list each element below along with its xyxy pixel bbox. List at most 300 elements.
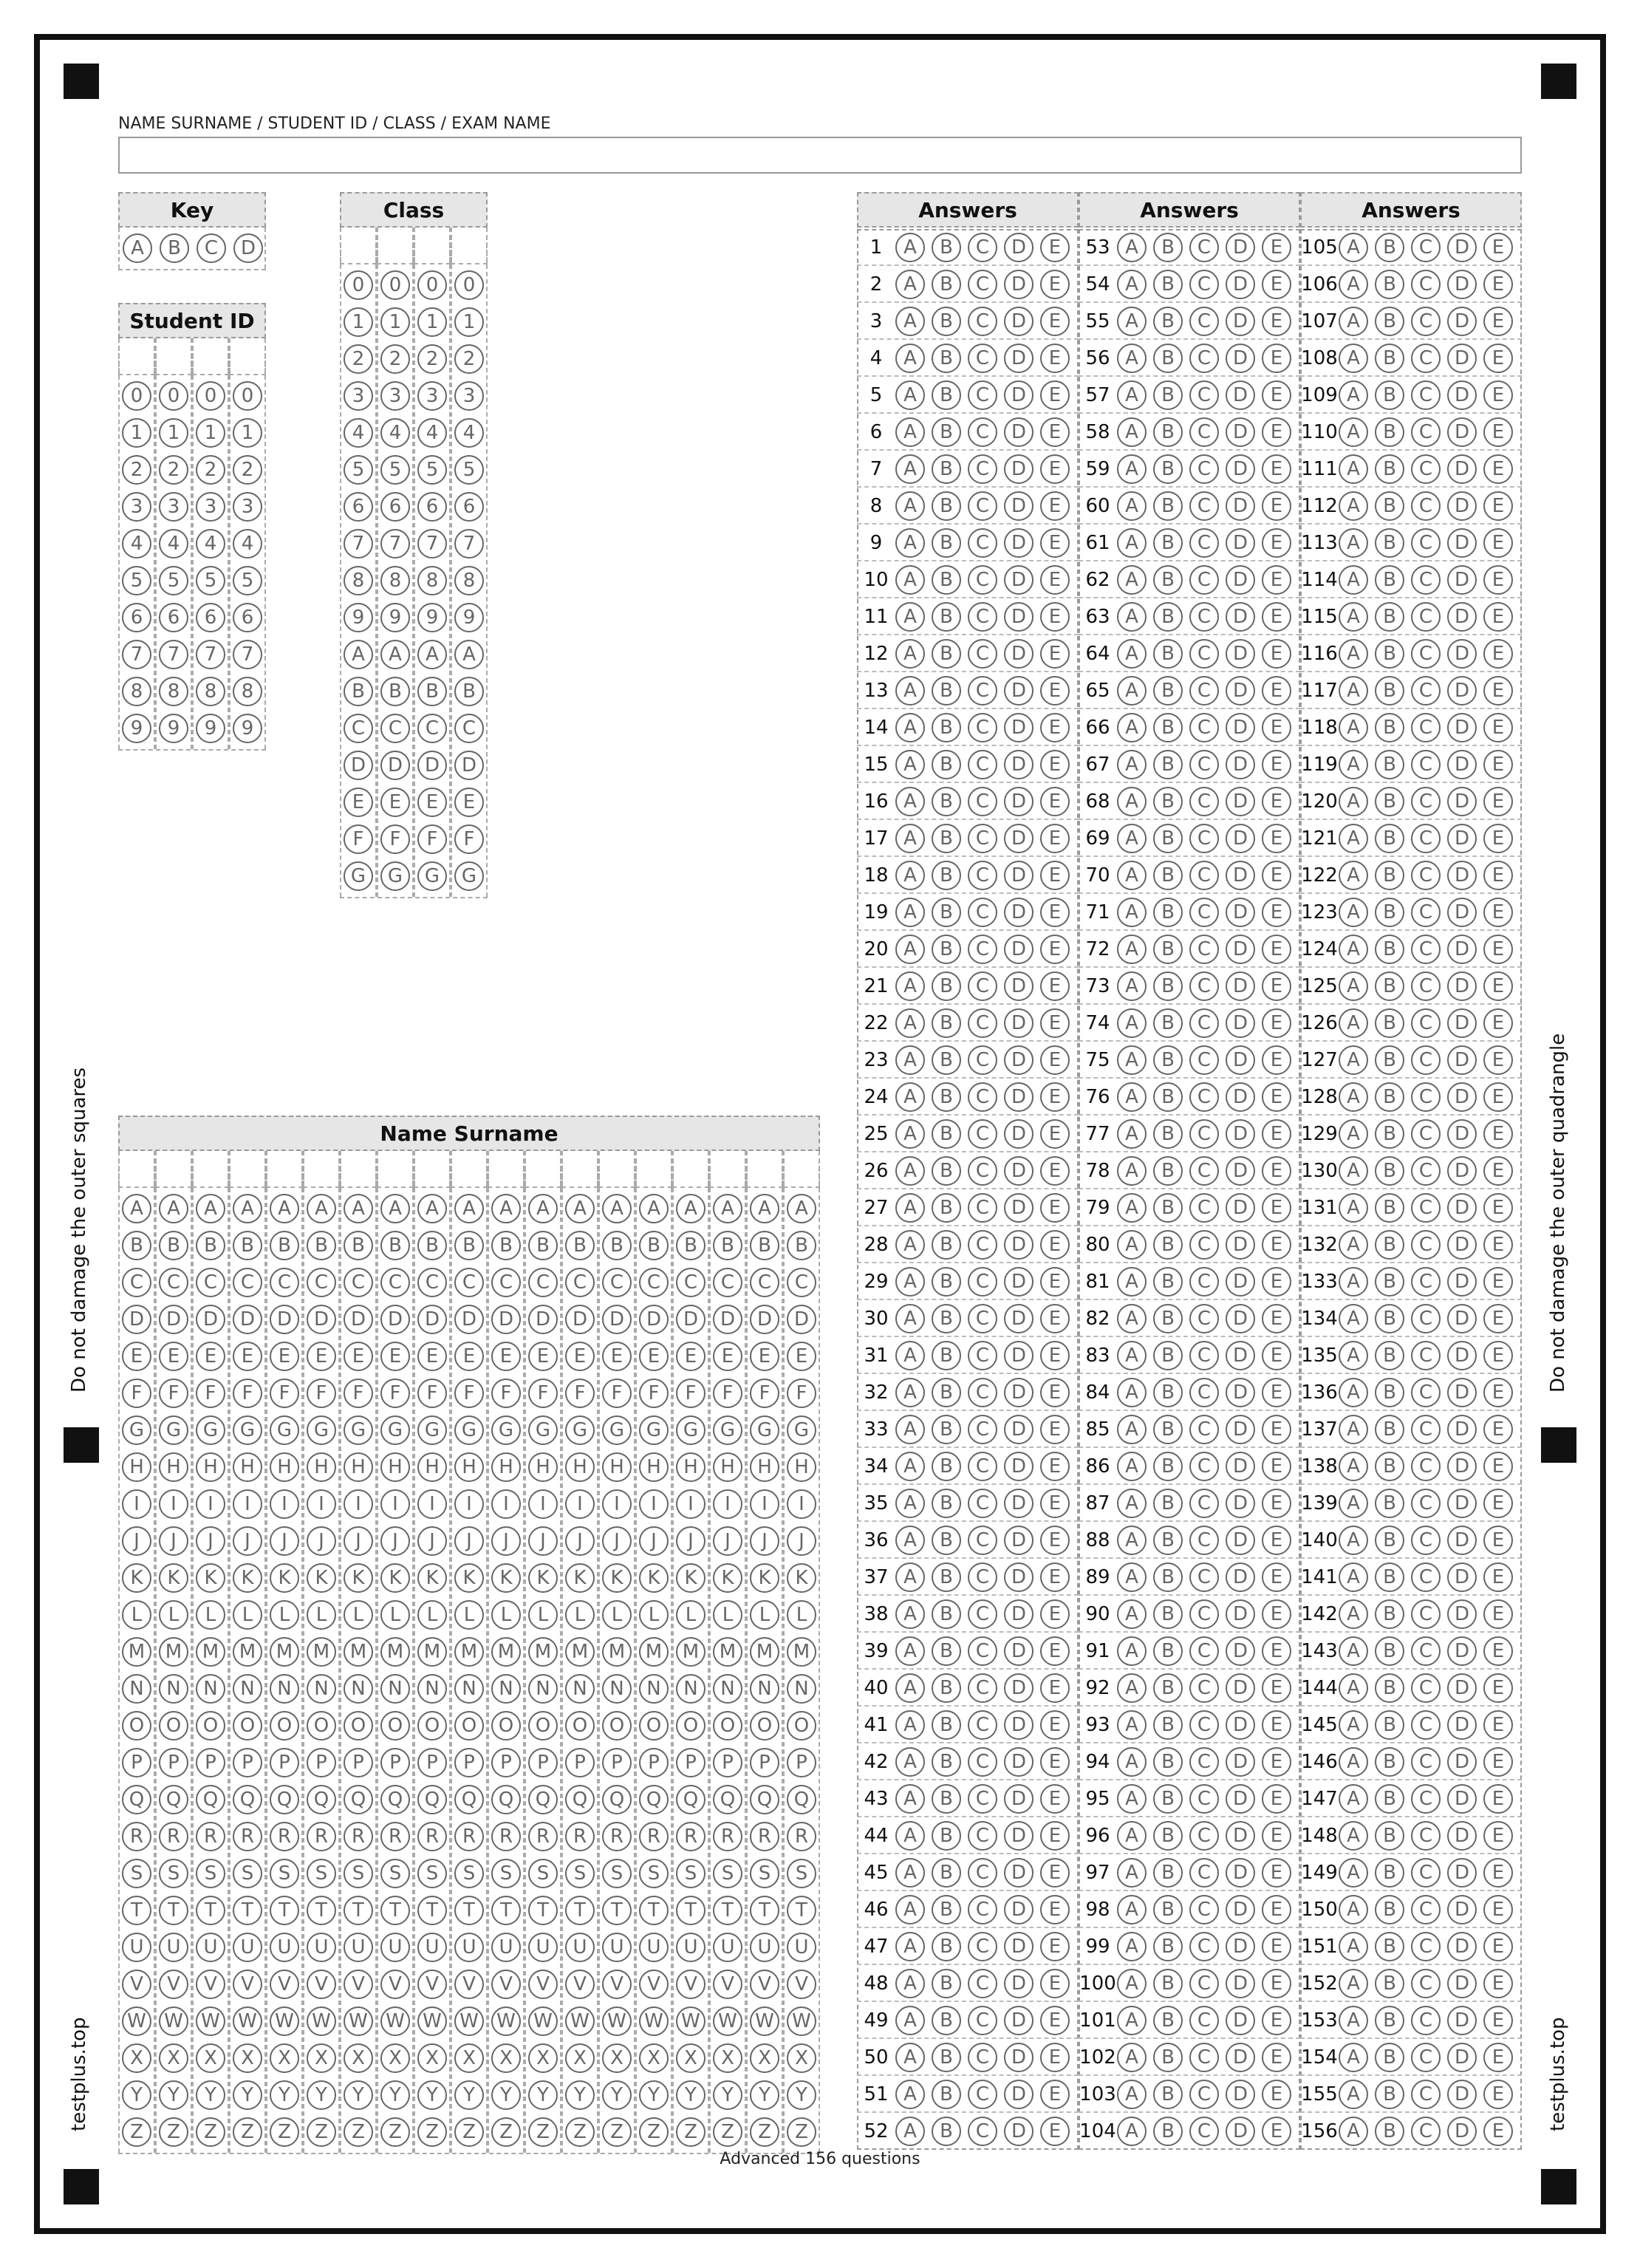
- name-surname-bubble[interactable]: X: [344, 2043, 373, 2073]
- answer-bubble[interactable]: B: [1153, 1747, 1183, 1777]
- answer-bubble[interactable]: A: [1117, 1045, 1147, 1075]
- exam-info-field[interactable]: [118, 137, 1522, 174]
- name-surname-bubble[interactable]: S: [602, 1859, 632, 1888]
- answer-bubble[interactable]: C: [968, 1932, 997, 1961]
- name-surname-bubble[interactable]: U: [713, 1933, 742, 1962]
- name-surname-bubble[interactable]: V: [454, 1970, 484, 1999]
- answer-bubble[interactable]: D: [1226, 565, 1255, 595]
- name-surname-bubble[interactable]: W: [196, 2006, 225, 2036]
- student-id-bubble[interactable]: 8: [196, 677, 225, 706]
- answer-bubble[interactable]: B: [1375, 1045, 1404, 1075]
- answer-bubble[interactable]: B: [1153, 713, 1183, 742]
- answer-bubble[interactable]: A: [895, 1747, 925, 1777]
- answer-bubble[interactable]: E: [1040, 1895, 1070, 1924]
- answer-bubble[interactable]: C: [1411, 861, 1441, 890]
- answer-bubble[interactable]: A: [895, 1489, 925, 1518]
- name-surname-bubble[interactable]: T: [639, 1896, 669, 1925]
- answer-bubble[interactable]: B: [1375, 935, 1404, 964]
- answer-bubble[interactable]: A: [895, 1673, 925, 1703]
- answer-bubble[interactable]: A: [1117, 713, 1147, 742]
- name-surname-write-box[interactable]: [561, 1151, 598, 1188]
- answer-bubble[interactable]: A: [895, 380, 925, 410]
- answer-bubble[interactable]: C: [1189, 1230, 1219, 1260]
- name-surname-bubble[interactable]: Q: [713, 1785, 742, 1814]
- answer-bubble[interactable]: E: [1483, 417, 1513, 447]
- answer-bubble[interactable]: E: [1040, 1562, 1070, 1592]
- name-surname-bubble[interactable]: I: [565, 1489, 595, 1519]
- name-surname-bubble[interactable]: P: [565, 1748, 595, 1777]
- answer-bubble[interactable]: D: [1004, 1045, 1033, 1075]
- answer-bubble[interactable]: C: [968, 824, 997, 853]
- name-surname-bubble[interactable]: W: [491, 2006, 521, 2036]
- name-surname-bubble[interactable]: L: [787, 1600, 816, 1630]
- student-id-bubble[interactable]: 6: [159, 603, 188, 632]
- answer-bubble[interactable]: A: [1339, 935, 1368, 964]
- name-surname-bubble[interactable]: X: [122, 2043, 151, 2073]
- answer-bubble[interactable]: A: [1117, 233, 1147, 262]
- name-surname-bubble[interactable]: W: [787, 2006, 816, 2036]
- answer-bubble[interactable]: D: [1226, 1599, 1255, 1629]
- name-surname-bubble[interactable]: N: [122, 1674, 151, 1704]
- name-surname-bubble[interactable]: G: [491, 1415, 521, 1445]
- name-surname-bubble[interactable]: M: [233, 1637, 262, 1667]
- name-surname-bubble[interactable]: Z: [344, 2117, 373, 2147]
- answer-bubble[interactable]: C: [968, 1895, 997, 1924]
- answer-bubble[interactable]: A: [1117, 861, 1147, 890]
- name-surname-bubble[interactable]: Y: [676, 2080, 705, 2110]
- name-surname-bubble[interactable]: J: [159, 1526, 188, 1556]
- answer-bubble[interactable]: B: [932, 824, 961, 853]
- answer-bubble[interactable]: E: [1262, 1599, 1291, 1629]
- name-surname-bubble[interactable]: U: [750, 1933, 779, 1962]
- answer-bubble[interactable]: C: [1411, 1008, 1441, 1038]
- answer-bubble[interactable]: A: [1117, 270, 1147, 299]
- name-surname-bubble[interactable]: D: [344, 1305, 373, 1334]
- answer-bubble[interactable]: B: [1153, 1045, 1183, 1075]
- name-surname-bubble[interactable]: X: [676, 2043, 705, 2073]
- answer-bubble[interactable]: A: [895, 1858, 925, 1888]
- answer-bubble[interactable]: A: [895, 2117, 925, 2146]
- name-surname-bubble[interactable]: P: [676, 1748, 705, 1777]
- answer-bubble[interactable]: E: [1483, 824, 1513, 853]
- answer-bubble[interactable]: C: [1189, 1156, 1219, 1186]
- answer-bubble[interactable]: E: [1483, 1932, 1513, 1961]
- name-surname-write-box[interactable]: [192, 1151, 229, 1188]
- answer-bubble[interactable]: E: [1262, 1747, 1291, 1777]
- name-surname-bubble[interactable]: L: [750, 1600, 779, 1630]
- answer-bubble[interactable]: E: [1483, 898, 1513, 927]
- name-surname-bubble[interactable]: Q: [159, 1785, 188, 1814]
- answer-bubble[interactable]: C: [968, 1526, 997, 1555]
- name-surname-bubble[interactable]: V: [417, 1970, 447, 1999]
- answer-bubble[interactable]: C: [968, 1415, 997, 1444]
- answer-bubble[interactable]: D: [1447, 1082, 1477, 1112]
- class-bubble[interactable]: 0: [380, 270, 410, 300]
- name-surname-write-box[interactable]: [340, 1151, 377, 1188]
- answer-bubble[interactable]: E: [1262, 1452, 1291, 1481]
- name-surname-bubble[interactable]: Y: [787, 2080, 816, 2110]
- answer-bubble[interactable]: D: [1004, 1082, 1033, 1112]
- name-surname-bubble[interactable]: X: [159, 2043, 188, 2073]
- name-surname-bubble[interactable]: C: [528, 1268, 558, 1297]
- answer-bubble[interactable]: A: [895, 824, 925, 853]
- answer-bubble[interactable]: E: [1483, 861, 1513, 890]
- answer-bubble[interactable]: A: [895, 898, 925, 927]
- name-surname-bubble[interactable]: V: [528, 1970, 558, 1999]
- name-surname-bubble[interactable]: T: [122, 1896, 151, 1925]
- name-surname-bubble[interactable]: F: [750, 1379, 779, 1408]
- answer-bubble[interactable]: C: [1411, 565, 1441, 595]
- answer-bubble[interactable]: D: [1447, 1489, 1477, 1518]
- answer-bubble[interactable]: A: [1117, 528, 1147, 558]
- name-surname-bubble[interactable]: H: [565, 1452, 595, 1482]
- name-surname-bubble[interactable]: Z: [713, 2117, 742, 2147]
- answer-bubble[interactable]: B: [932, 1341, 961, 1370]
- answer-bubble[interactable]: A: [895, 750, 925, 779]
- answer-bubble[interactable]: D: [1447, 1784, 1477, 1814]
- name-surname-bubble[interactable]: T: [344, 1896, 373, 1925]
- answer-bubble[interactable]: E: [1040, 1378, 1070, 1407]
- answer-bubble[interactable]: E: [1040, 1673, 1070, 1703]
- name-surname-bubble[interactable]: B: [676, 1231, 705, 1260]
- answer-bubble[interactable]: E: [1483, 454, 1513, 484]
- answer-bubble[interactable]: B: [1375, 602, 1404, 632]
- answer-bubble[interactable]: B: [1375, 639, 1404, 669]
- name-surname-bubble[interactable]: G: [344, 1415, 373, 1445]
- answer-bubble[interactable]: D: [1226, 344, 1255, 373]
- answer-bubble[interactable]: B: [1375, 307, 1404, 336]
- answer-bubble[interactable]: C: [1189, 1636, 1219, 1666]
- answer-bubble[interactable]: D: [1447, 270, 1477, 299]
- answer-bubble[interactable]: D: [1226, 1156, 1255, 1186]
- answer-bubble[interactable]: B: [932, 2043, 961, 2072]
- class-bubble[interactable]: G: [344, 861, 373, 891]
- name-surname-bubble[interactable]: C: [639, 1268, 669, 1297]
- answer-bubble[interactable]: E: [1483, 1784, 1513, 1814]
- answer-bubble[interactable]: D: [1226, 2117, 1255, 2146]
- answer-bubble[interactable]: E: [1262, 307, 1291, 336]
- class-bubble[interactable]: G: [417, 861, 447, 891]
- answer-bubble[interactable]: B: [1153, 2043, 1183, 2072]
- answer-bubble[interactable]: D: [1226, 1932, 1255, 1961]
- answer-bubble[interactable]: D: [1004, 1747, 1033, 1777]
- answer-bubble[interactable]: D: [1226, 1378, 1255, 1407]
- name-surname-bubble[interactable]: Q: [196, 1785, 225, 1814]
- answer-bubble[interactable]: A: [1339, 1562, 1368, 1592]
- name-surname-bubble[interactable]: Z: [196, 2117, 225, 2147]
- answer-bubble[interactable]: E: [1483, 270, 1513, 299]
- name-surname-bubble[interactable]: D: [787, 1305, 816, 1334]
- answer-bubble[interactable]: A: [1117, 1932, 1147, 1961]
- answer-bubble[interactable]: D: [1447, 1636, 1477, 1666]
- answer-bubble[interactable]: C: [1411, 1747, 1441, 1777]
- name-surname-bubble[interactable]: G: [307, 1415, 336, 1445]
- name-surname-bubble[interactable]: Y: [233, 2080, 262, 2110]
- answer-bubble[interactable]: E: [1040, 1230, 1070, 1260]
- answer-bubble[interactable]: E: [1262, 417, 1291, 447]
- answer-bubble[interactable]: A: [1339, 270, 1368, 299]
- name-surname-bubble[interactable]: P: [602, 1748, 632, 1777]
- name-surname-bubble[interactable]: Z: [565, 2117, 595, 2147]
- name-surname-bubble[interactable]: V: [380, 1970, 410, 1999]
- answer-bubble[interactable]: B: [1375, 861, 1404, 890]
- class-bubble[interactable]: 4: [380, 418, 410, 448]
- name-surname-bubble[interactable]: A: [344, 1194, 373, 1223]
- name-surname-bubble[interactable]: S: [787, 1859, 816, 1888]
- name-surname-bubble[interactable]: G: [380, 1415, 410, 1445]
- answer-bubble[interactable]: B: [1375, 971, 1404, 1001]
- answer-bubble[interactable]: D: [1447, 307, 1477, 336]
- class-bubble[interactable]: C: [454, 714, 484, 743]
- name-surname-bubble[interactable]: W: [380, 2006, 410, 2036]
- name-surname-bubble[interactable]: B: [565, 1231, 595, 1260]
- answer-bubble[interactable]: D: [1447, 1821, 1477, 1851]
- answer-bubble[interactable]: A: [895, 344, 925, 373]
- name-surname-bubble[interactable]: F: [159, 1379, 188, 1408]
- answer-bubble[interactable]: E: [1483, 1710, 1513, 1740]
- name-surname-bubble[interactable]: G: [122, 1415, 151, 1445]
- answer-bubble[interactable]: E: [1262, 1378, 1291, 1407]
- name-surname-bubble[interactable]: E: [159, 1342, 188, 1371]
- answer-bubble[interactable]: A: [1339, 1008, 1368, 1038]
- name-surname-bubble[interactable]: D: [417, 1305, 447, 1334]
- name-surname-bubble[interactable]: G: [454, 1415, 484, 1445]
- name-surname-bubble[interactable]: R: [344, 1822, 373, 1851]
- answer-bubble[interactable]: C: [1411, 344, 1441, 373]
- answer-bubble[interactable]: A: [1339, 639, 1368, 669]
- answer-bubble[interactable]: B: [932, 417, 961, 447]
- student-id-bubble[interactable]: 7: [196, 640, 225, 669]
- answer-bubble[interactable]: E: [1040, 1304, 1070, 1333]
- answer-bubble[interactable]: E: [1262, 2080, 1291, 2109]
- answer-bubble[interactable]: A: [895, 676, 925, 706]
- answer-bubble[interactable]: E: [1262, 1267, 1291, 1297]
- name-surname-bubble[interactable]: N: [307, 1674, 336, 1704]
- name-surname-bubble[interactable]: I: [122, 1489, 151, 1519]
- name-surname-bubble[interactable]: K: [380, 1563, 410, 1593]
- name-surname-bubble[interactable]: F: [307, 1379, 336, 1408]
- answer-bubble[interactable]: C: [968, 1304, 997, 1333]
- answer-bubble[interactable]: B: [1153, 602, 1183, 632]
- answer-bubble[interactable]: E: [1483, 1045, 1513, 1075]
- answer-bubble[interactable]: A: [1117, 1821, 1147, 1851]
- answer-bubble[interactable]: A: [1339, 491, 1368, 521]
- name-surname-bubble[interactable]: P: [159, 1748, 188, 1777]
- answer-bubble[interactable]: D: [1004, 417, 1033, 447]
- name-surname-bubble[interactable]: D: [122, 1305, 151, 1334]
- name-surname-bubble[interactable]: A: [491, 1194, 521, 1223]
- name-surname-bubble[interactable]: R: [639, 1822, 669, 1851]
- answer-bubble[interactable]: B: [932, 713, 961, 742]
- name-surname-bubble[interactable]: U: [159, 1933, 188, 1962]
- answer-bubble[interactable]: A: [895, 2080, 925, 2109]
- student-id-bubble[interactable]: 8: [233, 677, 262, 706]
- answer-bubble[interactable]: A: [895, 971, 925, 1001]
- name-surname-write-box[interactable]: [377, 1151, 414, 1188]
- answer-bubble[interactable]: B: [932, 1747, 961, 1777]
- name-surname-bubble[interactable]: B: [454, 1231, 484, 1260]
- answer-bubble[interactable]: E: [1483, 1526, 1513, 1555]
- student-id-bubble[interactable]: 4: [159, 529, 188, 559]
- answer-bubble[interactable]: A: [1117, 2043, 1147, 2072]
- answer-bubble[interactable]: D: [1226, 1636, 1255, 1666]
- name-surname-bubble[interactable]: W: [454, 2006, 484, 2036]
- name-surname-bubble[interactable]: C: [122, 1268, 151, 1297]
- name-surname-bubble[interactable]: V: [750, 1970, 779, 1999]
- answer-bubble[interactable]: C: [1411, 417, 1441, 447]
- name-surname-bubble[interactable]: Q: [233, 1785, 262, 1814]
- answer-bubble[interactable]: B: [1375, 750, 1404, 779]
- name-surname-bubble[interactable]: H: [196, 1452, 225, 1482]
- name-surname-bubble[interactable]: J: [528, 1526, 558, 1556]
- class-bubble[interactable]: A: [417, 640, 447, 669]
- answer-bubble[interactable]: D: [1226, 1747, 1255, 1777]
- name-surname-bubble[interactable]: D: [491, 1305, 521, 1334]
- name-surname-bubble[interactable]: L: [676, 1600, 705, 1630]
- name-surname-bubble[interactable]: D: [270, 1305, 299, 1334]
- answer-bubble[interactable]: E: [1483, 233, 1513, 262]
- answer-bubble[interactable]: B: [932, 1636, 961, 1666]
- answer-bubble[interactable]: C: [1411, 1784, 1441, 1814]
- answer-bubble[interactable]: A: [1117, 1378, 1147, 1407]
- name-surname-bubble[interactable]: J: [787, 1526, 816, 1556]
- answer-bubble[interactable]: E: [1262, 1119, 1291, 1149]
- answer-bubble[interactable]: C: [1411, 1599, 1441, 1629]
- answer-bubble[interactable]: C: [968, 1673, 997, 1703]
- answer-bubble[interactable]: B: [932, 1858, 961, 1888]
- name-surname-bubble[interactable]: S: [380, 1859, 410, 1888]
- name-surname-bubble[interactable]: T: [307, 1896, 336, 1925]
- name-surname-bubble[interactable]: C: [454, 1268, 484, 1297]
- name-surname-bubble[interactable]: H: [750, 1452, 779, 1482]
- answer-bubble[interactable]: A: [895, 1599, 925, 1629]
- answer-bubble[interactable]: D: [1226, 971, 1255, 1001]
- student-id-bubble[interactable]: 5: [159, 566, 188, 595]
- answer-bubble[interactable]: C: [1189, 1304, 1219, 1333]
- name-surname-bubble[interactable]: A: [233, 1194, 262, 1223]
- name-surname-bubble[interactable]: H: [491, 1452, 521, 1482]
- name-surname-bubble[interactable]: S: [122, 1859, 151, 1888]
- answer-bubble[interactable]: D: [1004, 1415, 1033, 1444]
- answer-bubble[interactable]: B: [932, 233, 961, 262]
- name-surname-bubble[interactable]: T: [565, 1896, 595, 1925]
- name-surname-bubble[interactable]: V: [491, 1970, 521, 1999]
- answer-bubble[interactable]: E: [1262, 935, 1291, 964]
- answer-bubble[interactable]: E: [1262, 1082, 1291, 1112]
- answer-bubble[interactable]: B: [932, 639, 961, 669]
- class-bubble[interactable]: C: [380, 714, 410, 743]
- answer-bubble[interactable]: C: [1189, 2080, 1219, 2109]
- name-surname-bubble[interactable]: V: [602, 1970, 632, 1999]
- answer-bubble[interactable]: A: [1117, 787, 1147, 816]
- name-surname-bubble[interactable]: I: [417, 1489, 447, 1519]
- name-surname-bubble[interactable]: A: [676, 1194, 705, 1223]
- answer-bubble[interactable]: A: [1339, 454, 1368, 484]
- answer-bubble[interactable]: A: [895, 417, 925, 447]
- name-surname-bubble[interactable]: Q: [750, 1785, 779, 1814]
- answer-bubble[interactable]: B: [1153, 676, 1183, 706]
- answer-bubble[interactable]: B: [1153, 1895, 1183, 1924]
- name-surname-bubble[interactable]: O: [750, 1711, 779, 1741]
- name-surname-bubble[interactable]: B: [787, 1231, 816, 1260]
- answer-bubble[interactable]: D: [1447, 898, 1477, 927]
- answer-bubble[interactable]: E: [1262, 1821, 1291, 1851]
- answer-bubble[interactable]: B: [1153, 1378, 1183, 1407]
- answer-bubble[interactable]: E: [1483, 713, 1513, 742]
- name-surname-bubble[interactable]: H: [159, 1452, 188, 1482]
- answer-bubble[interactable]: A: [1339, 2043, 1368, 2072]
- name-surname-bubble[interactable]: J: [380, 1526, 410, 1556]
- answer-bubble[interactable]: C: [1189, 270, 1219, 299]
- answer-bubble[interactable]: A: [1117, 344, 1147, 373]
- answer-bubble[interactable]: B: [932, 602, 961, 632]
- name-surname-bubble[interactable]: K: [750, 1563, 779, 1593]
- name-surname-bubble[interactable]: K: [454, 1563, 484, 1593]
- answer-bubble[interactable]: C: [968, 491, 997, 521]
- name-surname-bubble[interactable]: V: [344, 1970, 373, 1999]
- name-surname-bubble[interactable]: N: [602, 1674, 632, 1704]
- answer-bubble[interactable]: D: [1447, 233, 1477, 262]
- student-id-bubble[interactable]: 2: [196, 455, 225, 485]
- answer-bubble[interactable]: A: [1339, 528, 1368, 558]
- name-surname-bubble[interactable]: H: [233, 1452, 262, 1482]
- name-surname-bubble[interactable]: X: [787, 2043, 816, 2073]
- answer-bubble[interactable]: D: [1226, 2043, 1255, 2072]
- answer-bubble[interactable]: C: [1411, 1156, 1441, 1186]
- class-bubble[interactable]: 9: [344, 603, 373, 632]
- answer-bubble[interactable]: D: [1226, 1267, 1255, 1297]
- answer-bubble[interactable]: B: [1153, 1673, 1183, 1703]
- answer-bubble[interactable]: A: [895, 454, 925, 484]
- answer-bubble[interactable]: B: [1375, 1230, 1404, 1260]
- answer-bubble[interactable]: E: [1483, 787, 1513, 816]
- answer-bubble[interactable]: E: [1040, 565, 1070, 595]
- name-surname-bubble[interactable]: A: [565, 1194, 595, 1223]
- name-surname-bubble[interactable]: N: [713, 1674, 742, 1704]
- answer-bubble[interactable]: D: [1447, 1008, 1477, 1038]
- name-surname-bubble[interactable]: A: [454, 1194, 484, 1223]
- answer-bubble[interactable]: A: [1339, 1895, 1368, 1924]
- class-bubble[interactable]: A: [344, 640, 373, 669]
- answer-bubble[interactable]: C: [1411, 898, 1441, 927]
- answer-bubble[interactable]: D: [1447, 1710, 1477, 1740]
- answer-bubble[interactable]: A: [1117, 602, 1147, 632]
- answer-bubble[interactable]: B: [932, 1452, 961, 1481]
- name-surname-bubble[interactable]: P: [380, 1748, 410, 1777]
- student-id-write-box[interactable]: [118, 338, 155, 375]
- answer-bubble[interactable]: A: [1339, 233, 1368, 262]
- answer-bubble[interactable]: B: [1153, 233, 1183, 262]
- answer-bubble[interactable]: C: [1411, 1895, 1441, 1924]
- answer-bubble[interactable]: E: [1262, 491, 1291, 521]
- answer-bubble[interactable]: C: [1411, 713, 1441, 742]
- answer-bubble[interactable]: B: [1153, 824, 1183, 853]
- answer-bubble[interactable]: C: [968, 1784, 997, 1814]
- class-bubble[interactable]: 6: [344, 492, 373, 522]
- name-surname-bubble[interactable]: V: [787, 1970, 816, 1999]
- class-bubble[interactable]: 0: [417, 270, 447, 300]
- answer-bubble[interactable]: B: [1375, 1267, 1404, 1297]
- name-surname-bubble[interactable]: H: [122, 1452, 151, 1482]
- student-id-bubble[interactable]: 1: [196, 418, 225, 448]
- answer-bubble[interactable]: A: [1339, 602, 1368, 632]
- name-surname-bubble[interactable]: V: [122, 1970, 151, 1999]
- name-surname-bubble[interactable]: V: [196, 1970, 225, 1999]
- answer-bubble[interactable]: D: [1004, 676, 1033, 706]
- name-surname-bubble[interactable]: C: [233, 1268, 262, 1297]
- answer-bubble[interactable]: C: [1411, 1821, 1441, 1851]
- answer-bubble[interactable]: D: [1226, 713, 1255, 742]
